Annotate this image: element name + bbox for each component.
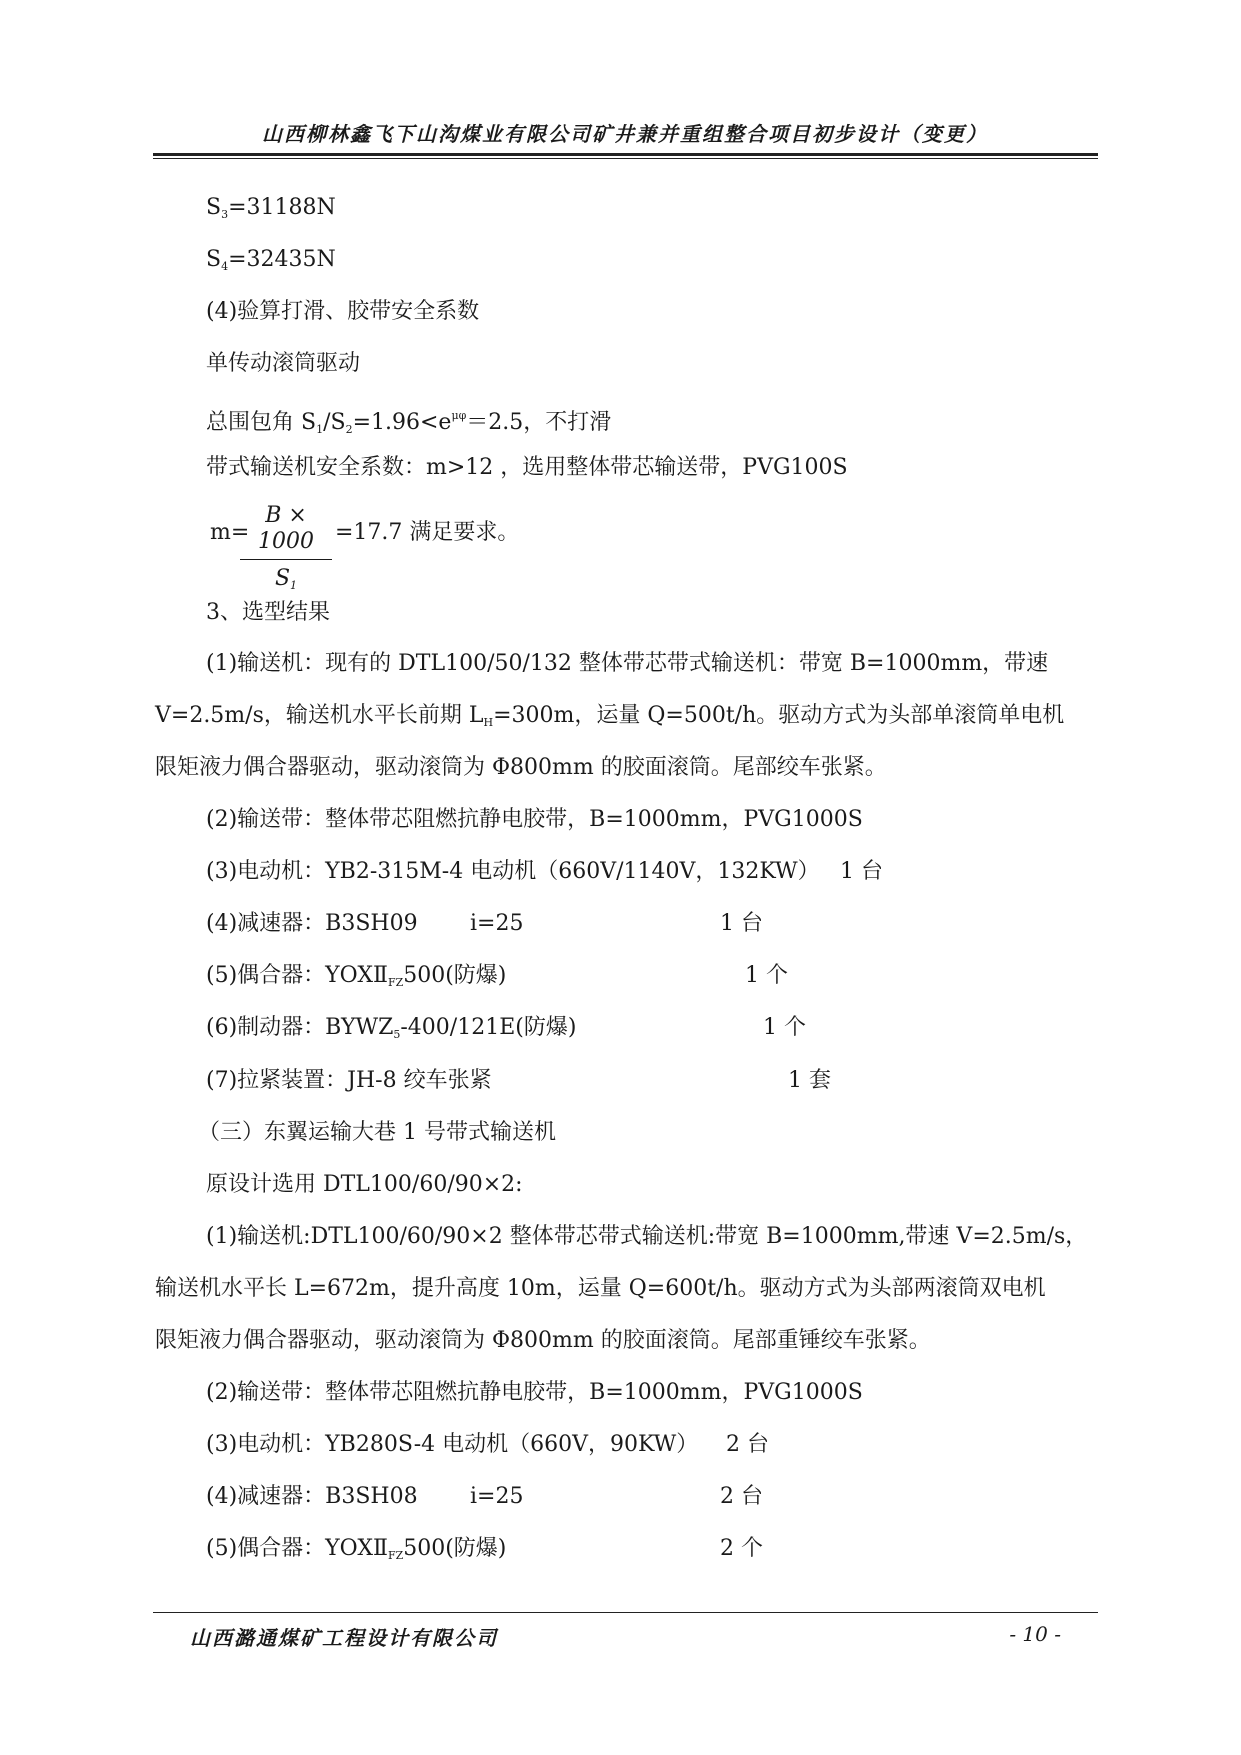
q2-line: (2)输送带：整体带芯阻燃抗静电胶带，B=1000mm，PVG1000S	[206, 1380, 863, 1405]
page-header-title: 山西柳林鑫飞下山沟煤业有限公司矿井兼并重组整合项目初步设计（变更）	[262, 122, 988, 146]
r5-b: 500(防爆)	[403, 963, 507, 988]
wrap-a: 总围包角 S	[206, 410, 317, 435]
r6-line	[206, 1015, 576, 1048]
r6-b: -400/121E(防爆)	[400, 1015, 577, 1040]
wrap-b: /S	[323, 410, 346, 435]
r5-line	[206, 963, 506, 996]
r6-sub: 5	[393, 1028, 401, 1041]
s3-sub: 3	[221, 208, 229, 221]
r3-line: (3)电动机：YB2-315M-4 电动机（660V/1140V，132KW）	[206, 859, 820, 884]
orig-design: 原设计选用 DTL100/60/90×2:	[206, 1172, 523, 1197]
safety-factor-line: 带式输送机安全系数：m>12 ，选用整体带芯输送带，PVG100S	[206, 455, 848, 480]
q3-line: (3)电动机：YB280S-4 电动机（660V，90KW）	[206, 1432, 699, 1457]
footer-rule	[153, 1612, 1098, 1613]
r5-sub: FZ	[387, 976, 404, 989]
den-main: S	[274, 566, 291, 591]
r6-qty: 1 个	[763, 1015, 806, 1040]
q4-qty: 2 台	[720, 1484, 763, 1509]
formula-lhs: m=	[210, 520, 250, 545]
line-s4	[206, 247, 336, 280]
r6-a: (6)制动器：BYWZ	[206, 1015, 394, 1040]
r7-qty: 1 套	[788, 1068, 831, 1093]
footer-page-number: - 10 -	[1009, 1622, 1061, 1646]
s4-value: =32435N	[228, 247, 336, 272]
r2-line: (2)输送带：整体带芯阻燃抗静电胶带，B=1000mm，PVG1000S	[206, 807, 863, 832]
wrap-c: =1.96<e	[352, 410, 452, 435]
r5-a: (5)偶合器：YOXⅡ	[206, 963, 388, 988]
q3-qty: 2 台	[726, 1432, 769, 1457]
q5-qty: 2 个	[720, 1536, 763, 1561]
wrap-d: ＝2.5，不打滑	[466, 410, 612, 435]
single-drive: 单传动滚筒驱动	[206, 351, 361, 376]
q4-line: (4)减速器：B3SH08	[206, 1484, 418, 1509]
wrap-sup: μφ	[451, 409, 467, 422]
r1-l2sub: H	[483, 716, 494, 729]
s4-prefix: S	[206, 247, 222, 272]
r1-l2b: =300m，运量 Q=500t/h。驱动方式为头部单滚筒单电机	[493, 703, 1065, 728]
wrap-angle-line	[206, 403, 611, 443]
formula-bar	[240, 559, 332, 560]
r4-qty: 1 台	[720, 911, 763, 936]
s4-sub: 4	[221, 260, 229, 273]
r3-qty: 1 台	[840, 859, 883, 884]
r1-line3: 限矩液力偶合器驱动，驱动滚筒为 Φ800mm 的胶面滚筒。尾部绞车张紧。	[155, 755, 887, 780]
formula-fraction	[240, 503, 332, 599]
q5-sub: FZ	[387, 1549, 404, 1562]
header-rule-thick	[153, 153, 1098, 156]
wrap-sub2: 2	[345, 423, 353, 436]
header-rule-thin	[153, 158, 1098, 159]
q1-line2: 输送机水平长 L=672m，提升高度 10m，运量 Q=600t/h。驱动方式为头部两滚筒双电机	[155, 1276, 1046, 1301]
formula-rhs: =17.7 满足要求。	[335, 520, 520, 545]
footer-company: 山西潞通煤矿工程设计有限公司	[190, 1626, 498, 1650]
r1-line2	[155, 703, 1064, 736]
r1-l2a: V=2.5m/s，输送机水平长前期 L	[155, 703, 484, 728]
r7-line: (7)拉紧装置：JH-8 绞车张紧	[206, 1068, 492, 1093]
q5-b: 500(防爆)	[403, 1536, 507, 1561]
r4-ratio: i=25	[470, 911, 524, 936]
q5-a: (5)偶合器：YOXⅡ	[206, 1536, 388, 1561]
formula-numerator: B × 1000	[258, 503, 314, 554]
q1-line3: 限矩液力偶合器驱动，驱动滚筒为 Φ800mm 的胶面滚筒。尾部重锤绞车张紧。	[155, 1328, 931, 1353]
r5-qty: 1 个	[745, 963, 788, 988]
r1-line1: (1)输送机：现有的 DTL100/50/132 整体带芯带式输送机：带宽 B=1000mm，带速	[206, 651, 1049, 676]
q4-ratio: i=25	[470, 1484, 524, 1509]
s3-value: =31188N	[228, 195, 336, 220]
q5-line	[206, 1536, 506, 1569]
line-s3	[206, 195, 336, 228]
wrap-sub1: 1	[316, 423, 324, 436]
q1-line1: (1)输送机:DTL100/60/90×2 整体带芯带式输送机:带宽 B=1000mm,带速 V=2.5m/s，	[206, 1224, 1088, 1249]
r4-line: (4)减速器：B3SH09	[206, 911, 418, 936]
section3-title: （三）东翼运输大巷 1 号带式输送机	[198, 1120, 556, 1145]
check-title: (4)验算打滑、胶带安全系数	[206, 299, 480, 324]
s3-prefix: S	[206, 195, 222, 220]
result-title: 3、选型结果	[206, 600, 330, 625]
formula-denominator	[240, 566, 332, 599]
den-sub: 1	[290, 579, 298, 592]
